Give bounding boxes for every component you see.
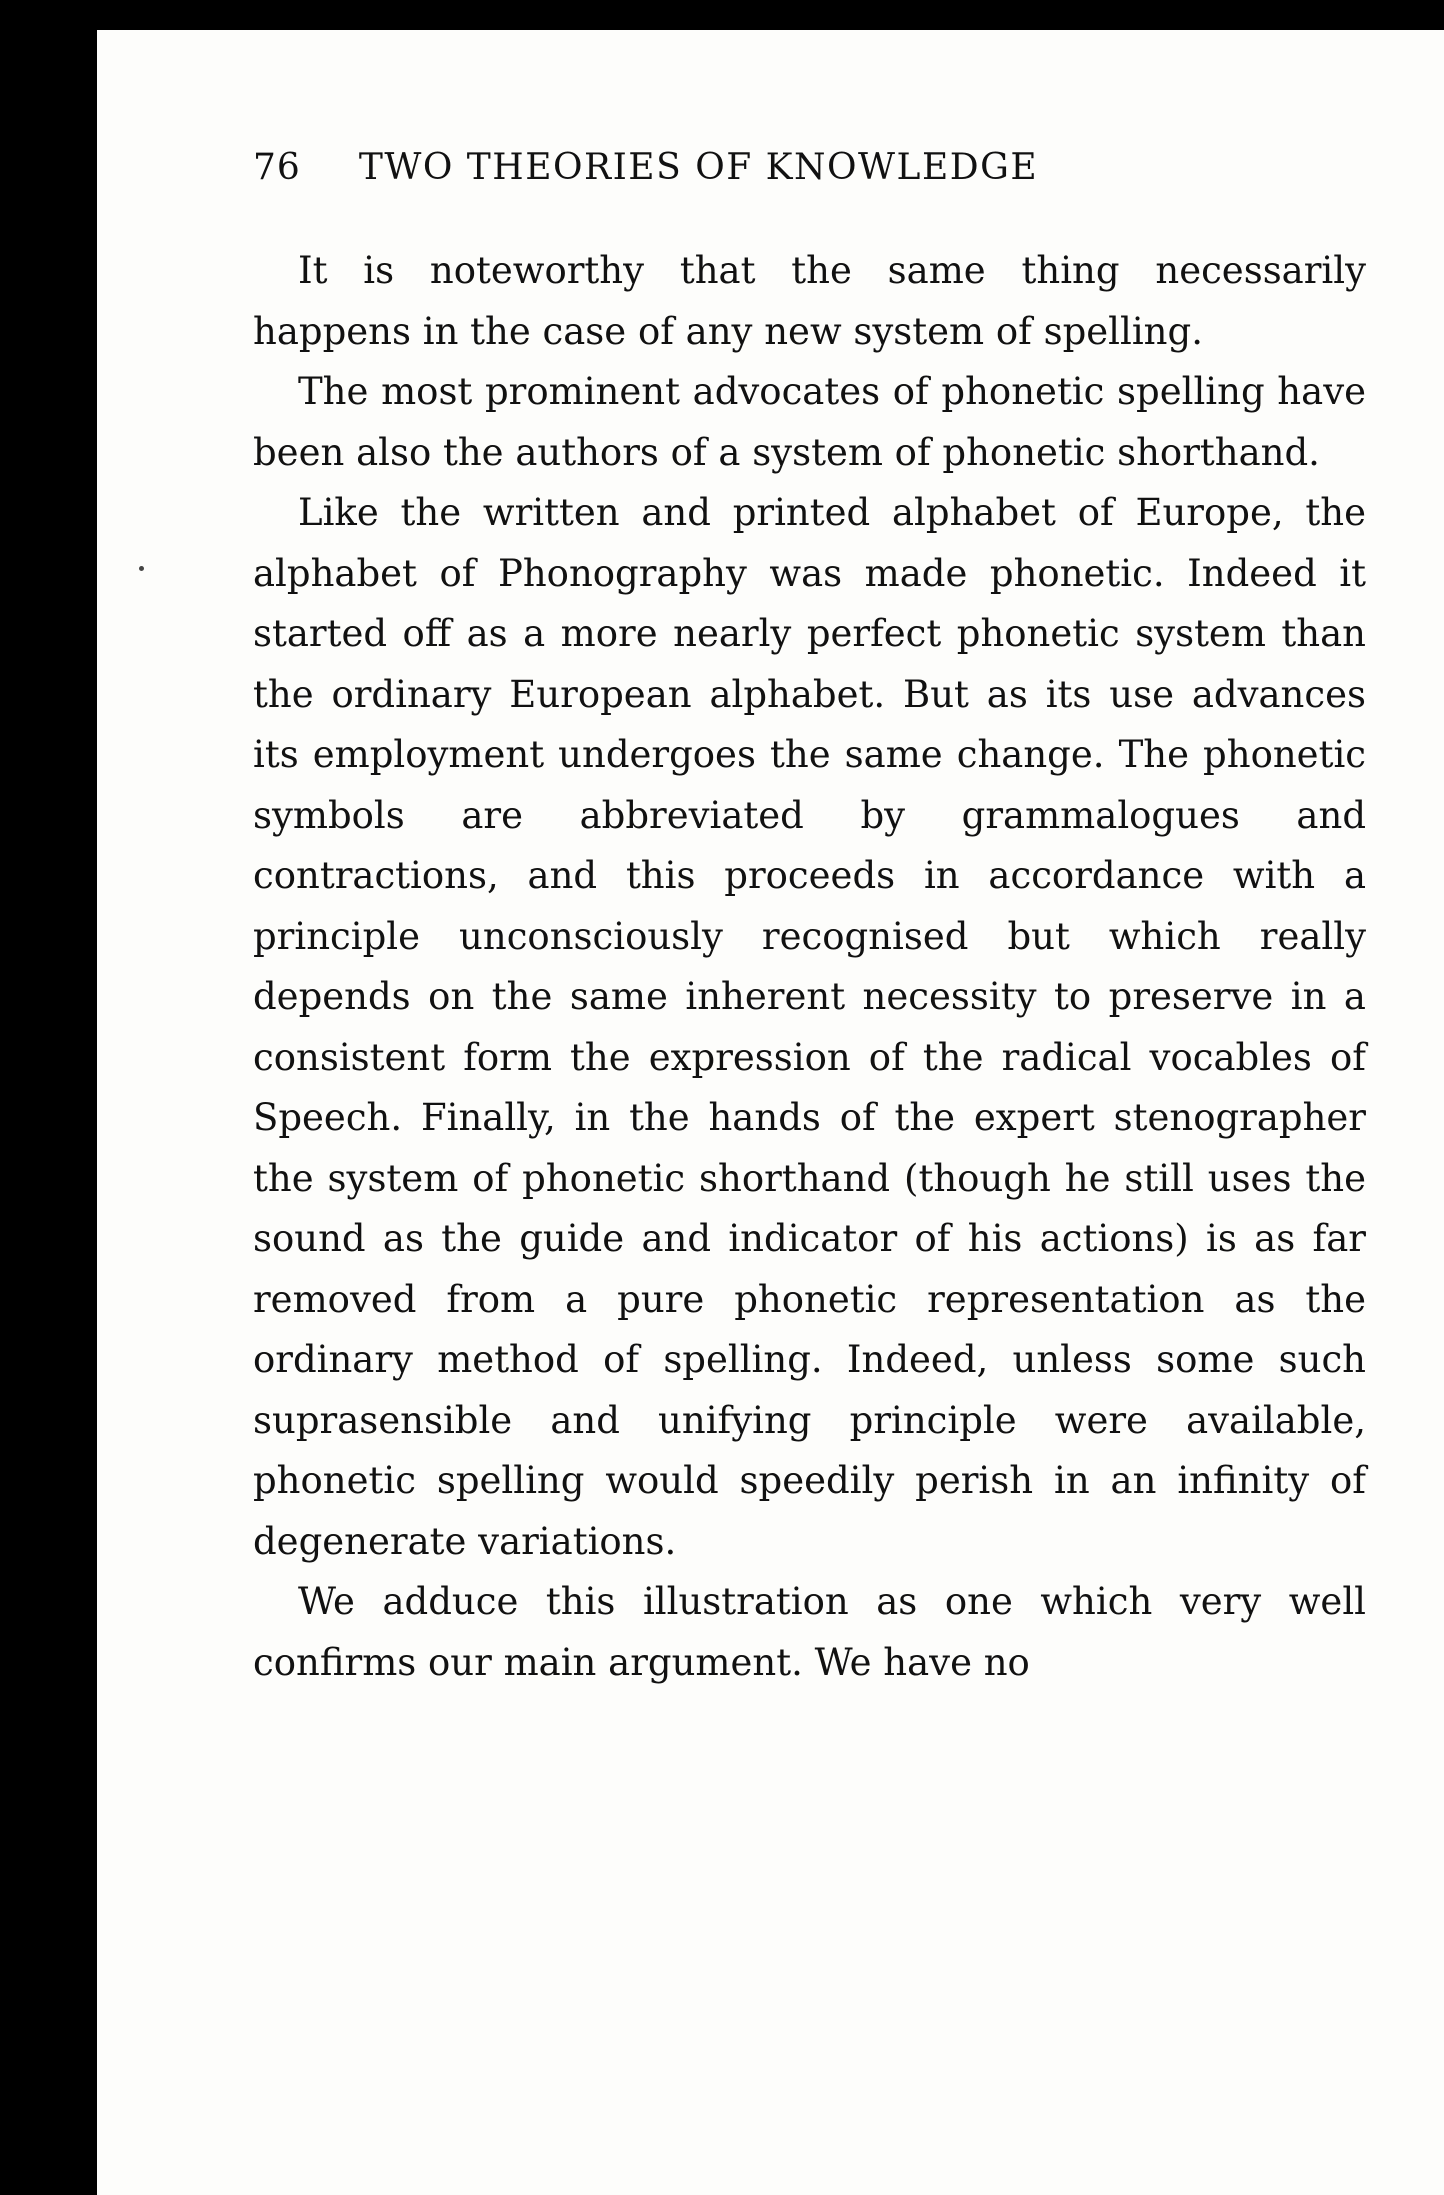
paragraph-1: It is noteworthy that the same thing necessarily happens in the case of any new system of spelling. xyxy=(253,249,1366,353)
page-number: 76 xyxy=(253,147,301,188)
paragraph-4: We adduce this illustration as one which very well confirms our main argument. We have no xyxy=(253,1580,1366,1684)
print-speck xyxy=(139,566,144,571)
page-content xyxy=(253,147,1366,1693)
paragraph-3: Like the written and printed alphabet of Europe, the alphabet of Phonography was made phonetic. Indeed it started off as a more nearly perfect phonetic system than the ordinary European alphabet. But as its use advances its employment undergoes the same change. The phonetic symbols are abbreviated by grammalogues and contractions, and this proceeds in accordance with a principle unconsciously recognised but which really depends on the same inherent necessity to preserve in a consistent form the expression of the radical vocables of Speech. Finally, in the hands of the expert stenographer the system of phonetic shorthand (though he still uses the sound as the guide and indicator of his actions) is as far removed from a pure phonetic representation as the ordinary method of spelling. Indeed, unless some such suprasensible and unifying principle were available, phonetic spelling would speedily perish in an infinity of degenerate variations. xyxy=(253,491,1366,1563)
running-header xyxy=(253,147,1366,207)
paragraph-2: The most prominent advocates of phonetic spelling have been also the authors of a system of phonetic shorthand. xyxy=(253,370,1366,474)
running-title: TWO THEORIES OF KNOWLEDGE xyxy=(358,147,1039,188)
